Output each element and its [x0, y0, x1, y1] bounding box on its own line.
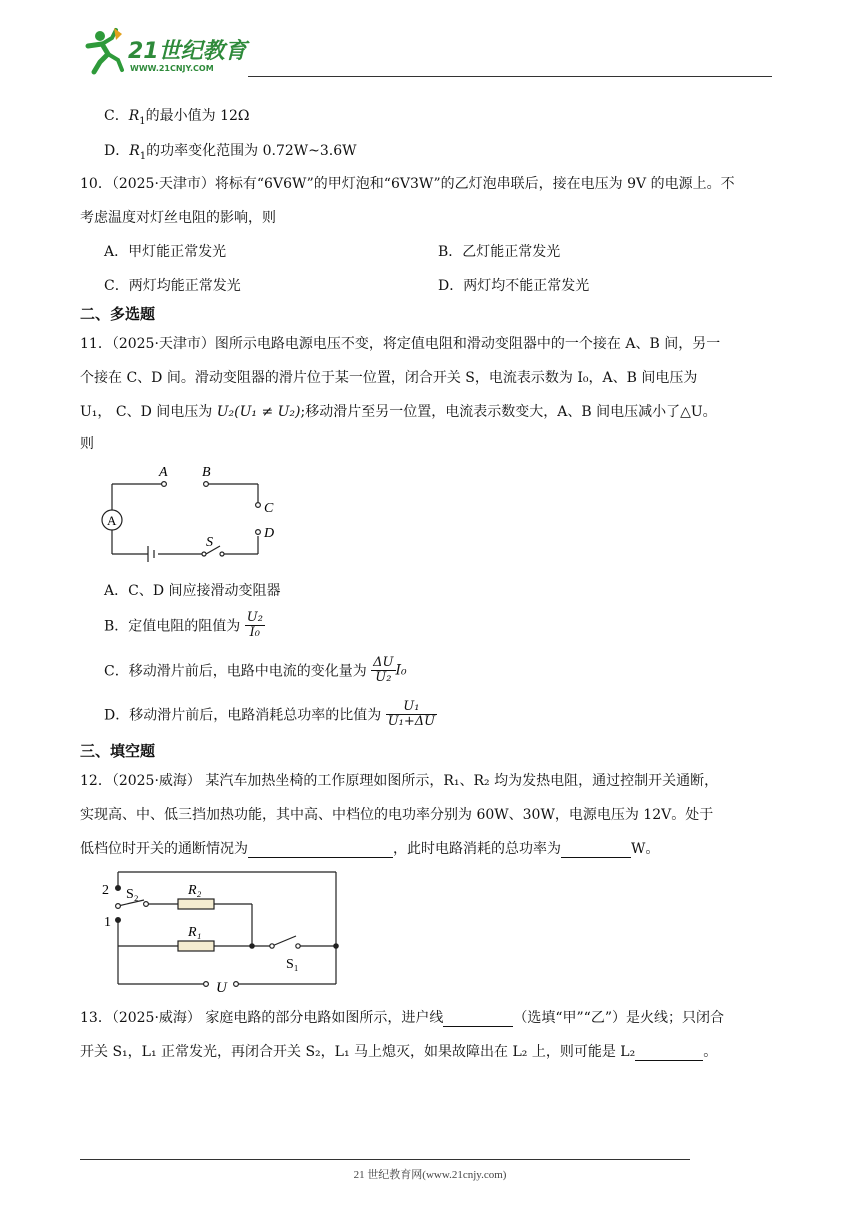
- section-heading-multiple-choice: 二、多选题: [80, 305, 156, 323]
- q11-stem-line2: 个接在 C、D 间。滑动变阻器的滑片位于某一位置，闭合开关 S，电流表示数为 I₀，A、B 间电压为: [80, 370, 698, 386]
- q11-stem-line1: 11．（2025·天津市）图所示电路电源电压不变，将定值电阻和滑动变阻器中的一个接在 A、B 间，另一: [80, 336, 721, 352]
- q11-option-c: C．移动滑片前后，电路中电流的变化量为 $\frac{\Delta U}{\text{U₂}}$ I₀: [104, 655, 407, 685]
- ammeter-symbol: A: [107, 513, 117, 528]
- logo-url: WWW.21CNJY.COM: [130, 64, 214, 73]
- q11-option-a: A．C、D 间应接滑动变阻器: [104, 583, 281, 599]
- q10-option-b: B．乙灯能正常发光: [438, 244, 561, 260]
- node-label-2: 2: [102, 883, 109, 898]
- q12-stem-line2: 实现高、中、低三挡加热功能，其中高、中档位的电功率分别为 60W、30W，电源电压为 12V。处于: [80, 807, 714, 823]
- q13-blank-1[interactable]: [443, 1012, 513, 1027]
- q13-stem-line1: 13．（2025·威海） 家庭电路的部分电路如图所示，进户线 （选填“甲”“乙”）是火线；只闭合: [80, 1010, 724, 1026]
- terminal-label-c: C: [264, 501, 274, 516]
- footer-rule: [80, 1159, 690, 1160]
- q12-stem-line1: 12．（2025·威海） 某汽车加热坐椅的工作原理如图所示，R₁、R₂ 均为发热电阻，通过控制开关通断，: [80, 773, 719, 789]
- q12-circuit-diagram: [96, 864, 346, 996]
- q12-stem-line3: 低档位时开关的通断情况为 ，此时电路消耗的总功率为 W。: [80, 841, 660, 857]
- switch-label-s2: S₂: [126, 887, 139, 902]
- terminal-label-b: B: [202, 465, 211, 480]
- q13-stem-line2: 开关 S₁，L₁ 正常发光，再闭合开关 S₂，L₁ 马上熄灭，如果故障出在 L₂ 上，则可能是 L₂ 。: [80, 1044, 718, 1060]
- q10-option-c: C．两灯均能正常发光: [104, 278, 241, 294]
- header-rule: [248, 76, 772, 77]
- q10-option-a: A．甲灯能正常发光: [104, 244, 227, 260]
- q11-option-d: D．移动滑片前后，电路消耗总功率的比值为 $\frac{\text{U₁}}{\text{U₁+ΔU}}$: [104, 699, 436, 729]
- switch-label-s1: S₁: [286, 957, 299, 972]
- q10-stem-line2: 考虑温度对灯丝电阻的影响，则: [80, 210, 276, 226]
- terminal-label-a: A: [159, 465, 168, 480]
- site-logo: [78, 24, 258, 80]
- q10-option-d: D．两灯均不能正常发光: [438, 278, 590, 294]
- logo-text: 21世纪教育: [128, 39, 247, 64]
- q11-option-b: B．定值电阻的阻值为 $\frac{\text{U₂}}{\text{I₀}}$: [104, 610, 263, 640]
- node-label-1: 1: [104, 915, 111, 930]
- q12-blank-2[interactable]: [561, 843, 631, 858]
- q11-stem-line3: U₁， C、D 间电压为 U₂(U₁ ≠ U₂);移动滑片至另一位置，电流表示数变大，A、B 间电压减小了△U。: [80, 404, 717, 420]
- q11-circuit-diagram: [96, 462, 286, 562]
- q11-stem-line4: 则: [80, 436, 94, 452]
- voltage-label-u: U: [216, 980, 227, 996]
- terminal-label-d: D: [264, 526, 275, 541]
- section-heading-fill-blank: 三、填空题: [80, 742, 156, 760]
- resistor-label-r2: R₂: [188, 883, 202, 898]
- runner-icon: [88, 28, 122, 72]
- q9-option-d: D．$R_1$的功率变化范围为 0.72W~3.6W: [104, 143, 357, 162]
- q13-blank-2[interactable]: [635, 1046, 703, 1061]
- resistor-label-r1: R₁: [188, 925, 202, 940]
- q10-stem-line1: 10．（2025·天津市）将标有“6V6W”的甲灯泡和“6V3W”的乙灯泡串联后，接在电压为 9V 的电源上。不: [80, 176, 735, 192]
- q12-blank-1[interactable]: [248, 843, 393, 858]
- footer-text: 21 世纪教育网(www.21cnjy.com): [353, 1169, 507, 1181]
- q9-option-c: C．$R_1$的最小值为 12Ω: [104, 108, 250, 127]
- switch-label-s: S: [206, 535, 213, 550]
